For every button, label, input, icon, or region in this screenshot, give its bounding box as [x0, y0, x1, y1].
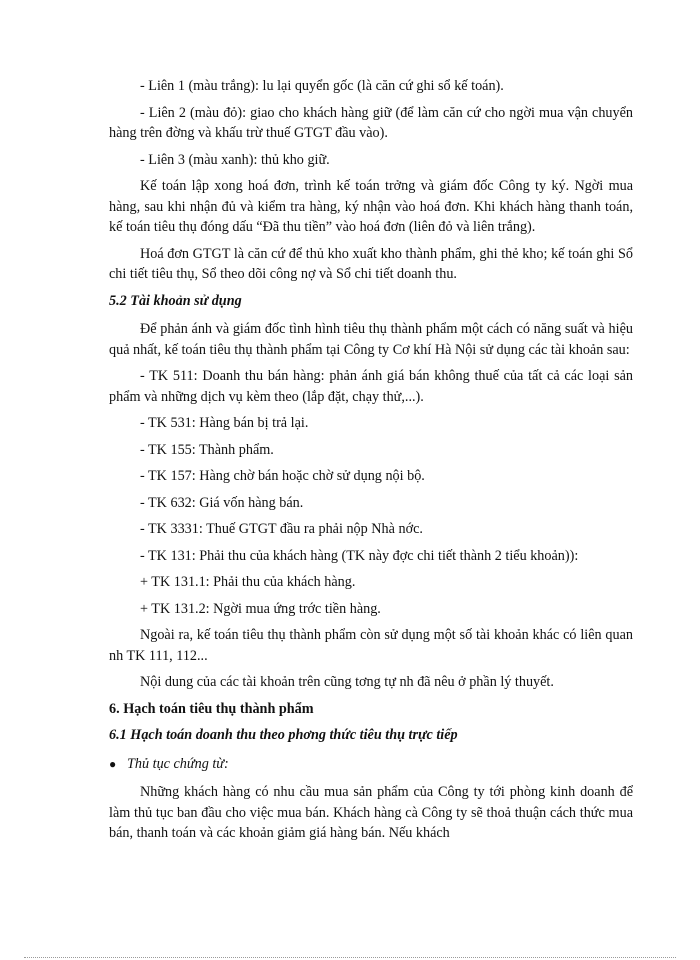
- paragraph-hoa-don-gtgt: Hoá đơn GTGT là căn cứ để thủ kho xuất kho thành phẩm, ghi thẻ kho; kế toán ghi Sổ chi tiết tiêu thụ, Sổ theo dõi công nợ và Sổ chi tiết doanh thu.: [109, 245, 633, 282]
- paragraph-tai-khoan-intro: Để phản ánh và giám đốc tình hình tiêu thụ thành phẩm một cách có năng suất và hiệu quả nhất, kế toán tiêu thụ thành phẩm tại Công ty Cơ khí Hà Nội sử dụng các tài khoản sau:: [109, 321, 633, 358]
- list-item-tk-131: - TK 131: Phải thu của khách hàng (TK này đợc chi tiết thành 2 tiểu khoản)):: [140, 547, 579, 564]
- paragraph-ke-toan-lap-hoa-don: Kế toán lập xong hoá đơn, trình kế toán trởng và giám đốc Công ty ký. Ngời mua hàng, sau khi nhận đủ và kiểm tra hàng, ký nhận vào hoá đơn. Khi khách hàng thanh toán, kế toán tiêu thụ đóng dấu “Đã thu tiền” vào hoá đơn (liên đỏ và liên trắng).: [109, 178, 633, 235]
- footer-dotted-rule: [24, 957, 676, 958]
- list-item-tk-3331: - TK 3331: Thuế GTGT đầu ra phải nộp Nhà nớc.: [140, 521, 423, 537]
- paragraph-lien-3: - Liên 3 (màu xanh): thủ kho giữ.: [140, 151, 330, 168]
- list-item-tk-131-2: + TK 131.2: Ngời mua ứng trớc tiền hàng.: [140, 600, 381, 617]
- paragraph-lien-2: - Liên 2 (màu đỏ): giao cho khách hàng giữ (để làm căn cứ cho ngời mua vận chuyển hàng trên đờng và khấu trừ thuế GTGT đầu vào).: [109, 104, 633, 141]
- paragraph-tai-khoan-khac: Ngoài ra, kế toán tiêu thụ thành phẩm còn sử dụng một số tài khoản khác có liên quan nh TK 111, 112...: [109, 627, 633, 664]
- section-heading-6: 6. Hạch toán tiêu thụ thành phẩm: [109, 700, 314, 717]
- list-item-tk-155: - TK 155: Thành phẩm.: [140, 441, 274, 458]
- document-page: [109, 76, 633, 850]
- bullet-label: Thủ tục chứng từ:: [127, 755, 229, 772]
- list-item-tk-157: - TK 157: Hàng chờ bán hoặc chờ sử dụng nội bộ.: [140, 468, 425, 484]
- paragraph-noi-dung: Nội dung của các tài khoản trên cũng tơng tự nh đã nêu ở phần lý thuyết.: [140, 674, 554, 690]
- list-item-tk-131-1: + TK 131.1: Phải thu của khách hàng.: [140, 574, 356, 590]
- bullet-dot-icon: ●: [109, 756, 117, 771]
- list-item-tk-531: - TK 531: Hàng bán bị trả lại.: [140, 415, 309, 431]
- section-heading-5-2: 5.2 Tài khoản sử dụng: [109, 292, 242, 309]
- paragraph-lien-1: - Liên 1 (màu trắng): lu lại quyển gốc (là căn cứ ghi sổ kế toán).: [140, 78, 504, 94]
- paragraph-nhung-khach-hang: Những khách hàng có nhu cầu mua sản phẩm của Công ty tới phòng kinh doanh để làm thủ tục ban đầu cho việc mua bán. Khách hàng cà Công ty sẽ thoả thuận cách thức mua bán, thanh toán và các khoản giảm giá hàng bán. Nếu khách: [109, 784, 633, 841]
- section-heading-6-1: 6.1 Hạch toán doanh thu theo phơng thức tiêu thụ trực tiếp: [109, 727, 458, 743]
- list-item-tk-632: - TK 632: Giá vốn hàng bán.: [140, 494, 304, 511]
- list-item-tk-511: - TK 511: Doanh thu bán hàng: phản ánh giá bán không thuế của tất cả các loại sản phẩm và những dịch vụ kèm theo (lắp đặt, chạy thử,...).: [109, 368, 633, 405]
- bullet-thu-tuc-chung-tu: [109, 754, 633, 775]
